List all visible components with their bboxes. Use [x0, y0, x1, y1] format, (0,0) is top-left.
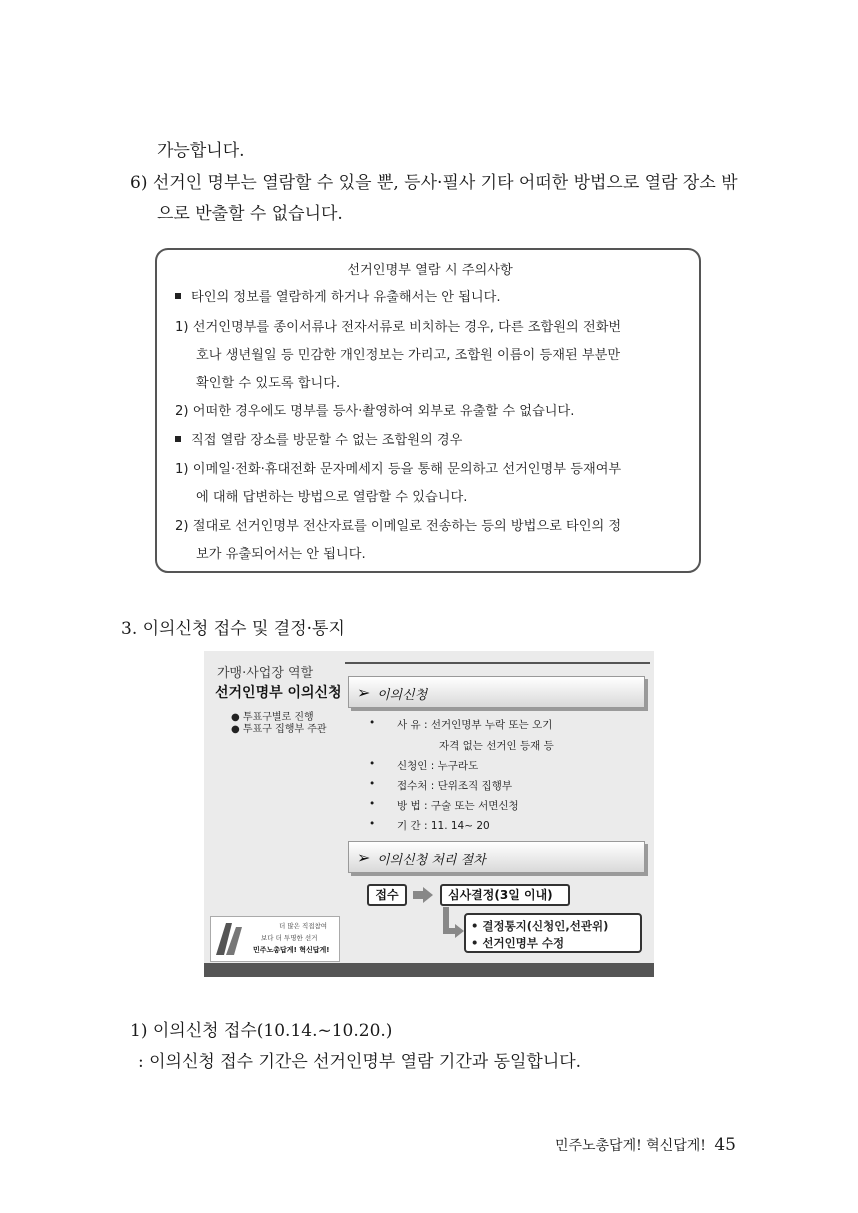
detail-bullet: •	[369, 758, 376, 770]
square-bullet-icon	[175, 293, 181, 299]
top-rule	[345, 662, 650, 664]
union-logo-icon	[214, 921, 244, 957]
panel1-label: 이의신청	[377, 688, 428, 703]
detail-bullet: •	[369, 717, 376, 729]
item6-line1: 6) 선거인 명부는 열람할 수 있을 뿐, 등사·필사 기타 어떠한 방법으로 열람 장소 밖	[130, 173, 738, 193]
step-review-box: 심사결정(3일 이내)	[440, 884, 570, 906]
item6-line2: 으로 반출할 수 없습니다.	[157, 204, 343, 224]
union-logo	[210, 916, 340, 962]
notice-b1-item1-line1: 1) 선거인명부를 종이서류나 전자서류로 비치하는 경우, 다른 조합원의 전화번	[175, 320, 622, 335]
arrow-right-icon: ➢	[357, 683, 371, 702]
notice-b2-item1-line2: 에 대해 답변하는 방법으로 열람할 수 있습니다.	[196, 490, 468, 505]
notice-b1-item2: 2) 어떠한 경우에도 명부를 등사·촬영하여 외부로 유출할 수 없습니다.	[175, 404, 575, 419]
page-footer	[555, 1135, 736, 1155]
figure-bottom-bar	[204, 963, 654, 977]
sub1-text: : 이의신청 접수 기간은 선거인명부 열람 기간과 동일합니다.	[138, 1052, 582, 1072]
detail-text: 기 간 : 11. 14~ 20	[397, 820, 490, 832]
detail-bullet: •	[369, 818, 376, 830]
intro-line: 가능합니다.	[157, 141, 245, 161]
logo-text-line1: 더 많은 직접참여	[279, 922, 328, 930]
detail-bullet: •	[369, 798, 376, 810]
result-box	[464, 913, 642, 953]
notice-b2-item2-line2: 보가 유출되어서는 안 됩니다.	[196, 547, 366, 562]
procedure-figure	[204, 651, 654, 977]
detail-text: 신청인 : 누구라도	[397, 760, 479, 772]
arrow-right-icon: ➢	[357, 848, 371, 867]
notice-b1-item1-line2: 호나 생년월일 등 민감한 개인정보는 가리고, 조합원 이름이 등재된 부분만	[196, 348, 621, 363]
figure-side-title2: 선거인명부 이의신청	[215, 685, 342, 701]
sub1-heading: 1) 이의신청 접수(10.14.~10.20.)	[130, 1021, 393, 1041]
result-amend: • 선거인명부 수정	[471, 936, 565, 950]
detail-text: 자격 없는 선거인 등재 등	[439, 740, 554, 752]
detail-text: 방 법 : 구술 또는 서면신청	[397, 800, 519, 812]
figure-side-bullet1: ● 투표구별로 진행	[231, 712, 314, 723]
notice-b2-item1-line1: 1) 이메일·전화·휴대전화 문자메세지 등을 통해 문의하고 선거인명부 등재여부	[175, 462, 622, 477]
square-bullet-icon	[175, 436, 181, 442]
notice-bullet1-text: 타인의 정보를 열람하게 하거나 유출해서는 안 됩니다.	[191, 290, 501, 305]
panel2-label: 이의신청 처리 절차	[377, 853, 486, 868]
notice-bullet1	[175, 289, 501, 307]
figure-side-title1: 가맹·사업장 역할	[217, 666, 314, 681]
panel1-header	[348, 676, 645, 708]
section3-heading: 3. 이의신청 접수 및 결정·통지	[121, 619, 345, 639]
notice-box	[155, 248, 701, 573]
panel2-header	[348, 841, 645, 873]
notice-title: 선거인명부 열람 시 주의사항	[347, 263, 513, 278]
logo-text-line3: 민주노총답게! 혁신답게!	[253, 946, 330, 954]
notice-b2-item2-line1: 2) 절대로 선거인명부 전산자료를 이메일로 전송하는 등의 방법으로 타인의 정	[175, 519, 622, 534]
detail-bullet: •	[369, 778, 376, 790]
page-number: 45	[714, 1135, 736, 1155]
logo-text-line2: 보다 더 투명한 선거	[261, 934, 318, 942]
detail-text: 접수처 : 단위조직 집행부	[397, 780, 512, 792]
step-receive-box: 접수	[367, 884, 407, 906]
process-arrow-icon	[413, 887, 435, 903]
figure-side-bullet2: ● 투표구 집행부 주관	[231, 724, 327, 735]
notice-b1-item1-line3: 확인할 수 있도록 합니다.	[196, 376, 341, 391]
notice-bullet2-text: 직접 열람 장소를 방문할 수 없는 조합원의 경우	[191, 433, 463, 448]
result-notify: • 결정통지(신청인,선관위)	[471, 919, 609, 933]
detail-text: 사 유 : 선거인명부 누락 또는 오기	[397, 719, 553, 731]
notice-bullet2	[175, 432, 462, 450]
footer-slogan: 민주노총답게! 혁신답게!	[554, 1138, 706, 1154]
